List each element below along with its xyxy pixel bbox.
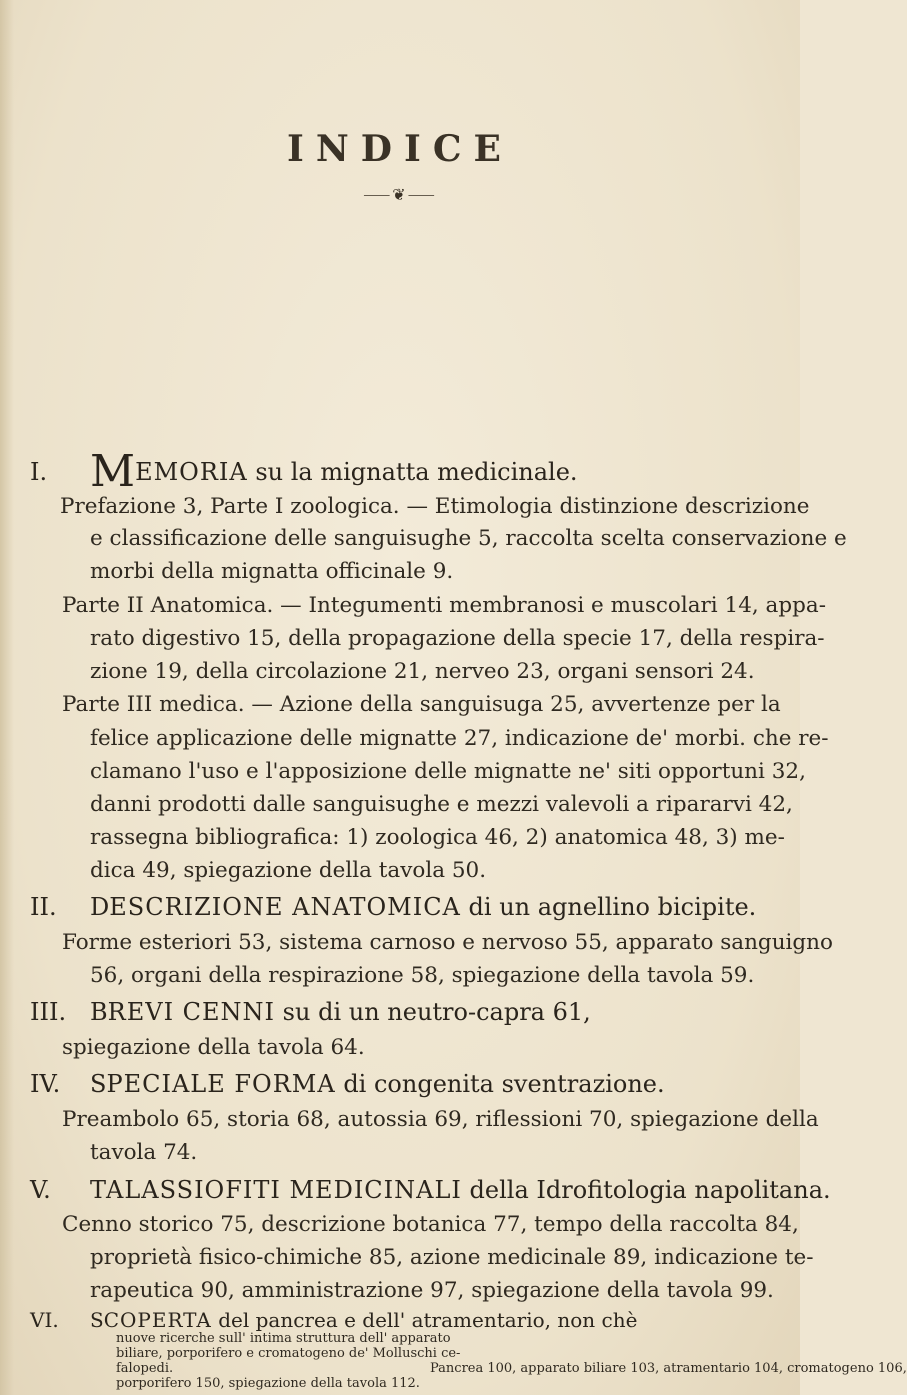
index-line: biliare, porporifero e cromatogeno de' Molluschi ce- xyxy=(116,1346,461,1361)
section-heading xyxy=(30,1308,637,1332)
section-title-smallcaps: COPERTA xyxy=(103,1308,212,1332)
title-ornament: ⸺❦⸺ xyxy=(363,185,437,204)
section-heading xyxy=(30,893,756,921)
section-title-initial: S xyxy=(90,1070,107,1098)
section-heading xyxy=(30,446,578,497)
page-title: INDICE xyxy=(287,128,513,170)
index-line: Preambolo 65, storia 68, autossia 69, riflessioni 70, spiegazione della xyxy=(62,1107,819,1132)
index-line: nuove ricerche sull' intima struttura dell' apparato xyxy=(116,1331,451,1346)
index-line: rapeutica 90, amministrazione 97, spiegazione della tavola 99. xyxy=(90,1278,774,1303)
section-heading xyxy=(30,998,591,1026)
index-line: felice applicazione delle mignatte 27, indicazione de' morbi. che re- xyxy=(90,726,829,751)
section-numeral: II. xyxy=(30,893,57,921)
index-line: falopedi. xyxy=(116,1361,174,1376)
section-numeral: VI. xyxy=(30,1308,59,1332)
section-title-rest: su di un neutro-capra 61, xyxy=(275,998,591,1026)
index-line: Forme esteriori 53, sistema carnoso e nervoso 55, apparato sanguigno xyxy=(62,930,833,955)
index-line: zione 19, della circolazione 21, nerveo 23, organi sensori 24. xyxy=(90,659,755,684)
index-line: Prefazione 3, Parte I zoologica. — Etimologia distinzione descrizione xyxy=(60,494,810,519)
index-line: Cenno storico 75, descrizione botanica 77, tempo della raccolta 84, xyxy=(62,1212,799,1237)
section-title-rest: su la mignatta medicinale. xyxy=(247,458,578,486)
index-line: rassegna bibliografica: 1) zoologica 46, 2) anatomica 48, 3) me- xyxy=(90,825,785,850)
section-heading xyxy=(30,1070,665,1098)
section-title-initial: D xyxy=(90,893,110,921)
index-line: morbi della mignatta officinale 9. xyxy=(90,559,454,584)
section-title-initial: T xyxy=(90,1176,107,1204)
page-binding-edge xyxy=(0,0,14,1395)
section-numeral: V. xyxy=(30,1176,51,1204)
section-title-initial: S xyxy=(90,1308,104,1332)
section-title-smallcaps: PECIALE FORMA xyxy=(106,1070,336,1098)
index-line: 56, organi della respirazione 58, spiegazione della tavola 59. xyxy=(90,963,755,988)
index-line: Parte III medica. — Azione della sanguisuga 25, avvertenze per la xyxy=(62,692,781,717)
section-title-rest: di un agnellino bicipite. xyxy=(460,893,757,921)
section-title-smallcaps: ESCRIZIONE ANATOMICA xyxy=(109,893,461,921)
section-title-smallcaps: REVI CENNI xyxy=(107,998,276,1026)
index-line: spiegazione della tavola 64. xyxy=(62,1035,365,1060)
section-title-rest: del pancrea e dell' atramentario, non chè xyxy=(211,1308,638,1332)
section-heading xyxy=(30,1176,831,1204)
index-line: dica 49, spiegazione della tavola 50. xyxy=(90,858,487,883)
index-line: Parte II Anatomica. — Integumenti membranosi e muscolari 14, appa- xyxy=(62,593,826,618)
index-line: e classificazione delle sanguisughe 5, raccolta scelta conservazione e xyxy=(90,526,847,551)
section-title-initial: M xyxy=(90,446,136,497)
section-title-smallcaps: EMORIA xyxy=(135,458,248,486)
index-line: clamano l'uso e l'apposizione delle mignatte ne' siti opportuni 32, xyxy=(90,759,806,784)
section-title-rest: di congenita sventrazione. xyxy=(335,1070,665,1098)
section-title-initial: B xyxy=(90,998,108,1026)
index-line: rato digestivo 15, della propagazione della specie 17, della respira- xyxy=(90,626,825,651)
index-line: porporifero 150, spiegazione della tavola 112. xyxy=(116,1376,420,1391)
index-line: tavola 74. xyxy=(90,1140,198,1165)
section-numeral: IV. xyxy=(30,1070,61,1098)
index-line: proprietà fisico-chimiche 85, azione medicinale 89, indicazione te- xyxy=(90,1245,814,1270)
section-numeral: III. xyxy=(30,998,67,1026)
section-title-rest: della Idrofitologia napolitana. xyxy=(461,1176,831,1204)
section-title-smallcaps: ALASSIOFITI MEDICINALI xyxy=(106,1176,462,1204)
index-line: Pancrea 100, apparato biliare 103, atramentario 104, cromatogeno 106, xyxy=(430,1361,907,1376)
section-numeral: I. xyxy=(30,458,48,486)
index-line: danni prodotti dalle sanguisughe e mezzi valevoli a ripararvi 42, xyxy=(90,792,793,817)
